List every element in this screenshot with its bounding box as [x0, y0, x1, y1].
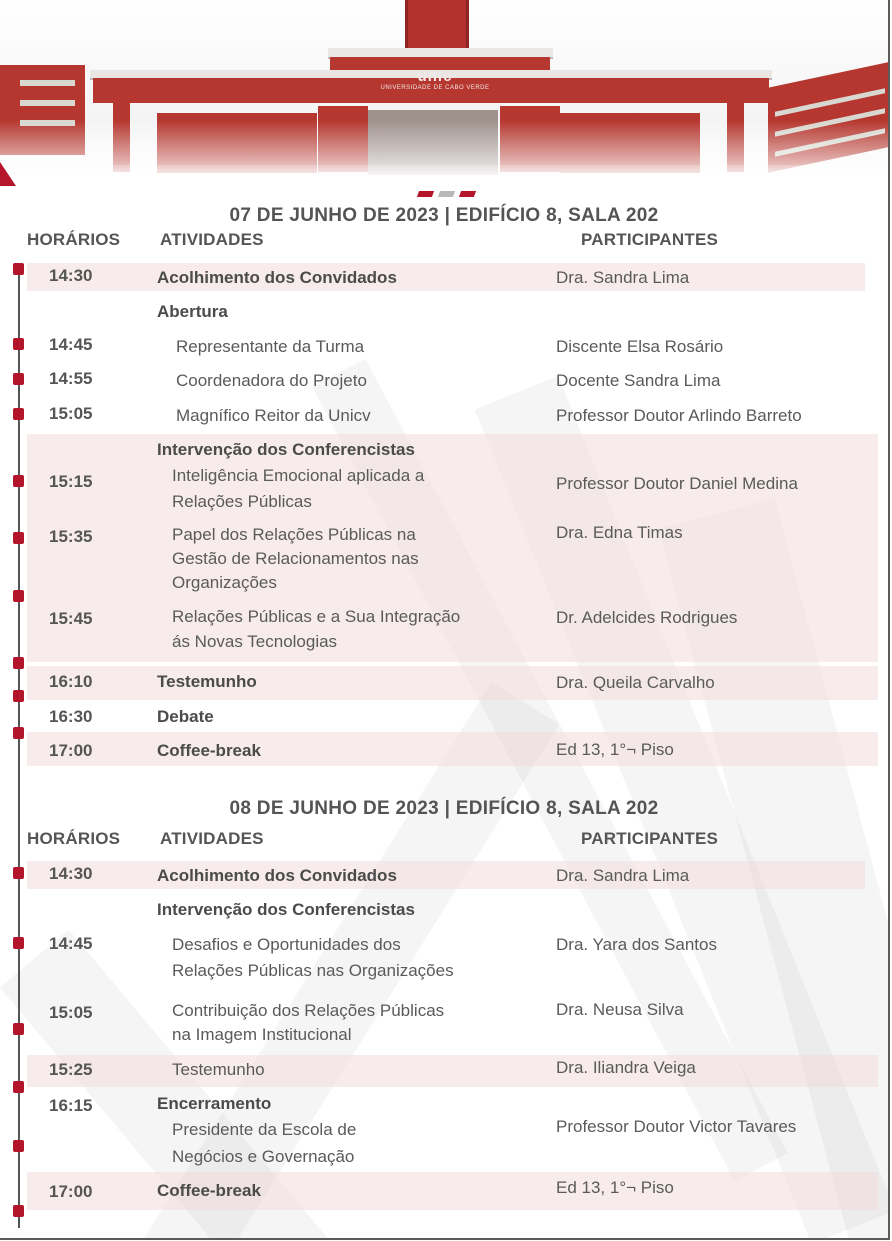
time: 14:30 [49, 864, 93, 883]
timeline-marker [13, 727, 24, 739]
row-highlight [27, 861, 865, 889]
participant: Discente Elsa Rosário [556, 337, 724, 356]
day2-title: 08 DE JUNHO DE 2023 | EDIFÍCIO 8, SALA 202 [229, 798, 659, 819]
participant: Professor Doutor Victor Tavares [556, 1117, 797, 1136]
participant: Professor Doutor Arlindo Barreto [556, 406, 802, 425]
column-header-participants: PARTICIPANTES [581, 829, 719, 848]
activity: Representante da Turma [176, 337, 365, 356]
row-highlight [27, 732, 878, 766]
timeline-marker [13, 1023, 24, 1035]
activity-line: Organizações [172, 573, 277, 592]
column-header-activity: ATIVIDADES [160, 230, 264, 249]
timeline-marker [13, 373, 24, 385]
logo-name: UNIVERSIDADE DE CABO VERDE [380, 85, 490, 91]
timeline-marker [13, 657, 24, 669]
activity-group: Intervenção dos Conferencistas [157, 900, 415, 919]
participant: Dra. Edna Timas [556, 523, 683, 542]
activity-line: Relações Públicas e a Sua Integração [172, 607, 461, 626]
university-logo [367, 68, 503, 91]
activity-line: na Imagem Institucional [172, 1025, 352, 1044]
participant: Dra. Sandra Lima [556, 866, 690, 885]
activity: Acolhimento dos Convidados [157, 268, 397, 287]
timeline-marker [13, 338, 24, 350]
column-header-time: HORÁRIOS [27, 829, 121, 848]
time: 15:25 [49, 1060, 93, 1079]
time: 15:15 [49, 472, 93, 491]
timeline-marker [13, 263, 24, 275]
activity: Testemunho [172, 1060, 265, 1079]
participant: Docente Sandra Lima [556, 371, 721, 390]
logo-mark: unic [417, 68, 453, 85]
activity-line: Negócios e Governação [172, 1147, 355, 1166]
participant: Dra. Iliandra Veiga [556, 1058, 696, 1077]
participant: Ed 13, 1°¬ Piso [556, 740, 674, 759]
timeline-marker [13, 590, 24, 602]
time: 16:15 [49, 1096, 93, 1115]
time: 16:30 [49, 707, 93, 726]
day1-title: 07 DE JUNHO DE 2023 | EDIFÍCIO 8, SALA 202 [229, 205, 659, 226]
time: 14:45 [49, 934, 93, 953]
column-header-participants: PARTICIPANTES [581, 230, 719, 249]
time: 15:35 [49, 527, 93, 546]
timeline-marker [13, 475, 24, 487]
activity-group: Intervenção dos Conferencistas [157, 440, 415, 459]
time: 14:55 [49, 369, 93, 388]
time: 15:05 [49, 404, 93, 423]
activity-line: Papel dos Relações Públicas na [172, 525, 416, 544]
participant: Dra. Yara dos Santos [556, 935, 717, 954]
activity-line: Relações Públicas nas Organizações [172, 961, 454, 980]
row-highlight [27, 263, 865, 291]
time: 17:00 [49, 1182, 93, 1201]
time: 14:45 [49, 335, 93, 354]
red-corner-accent [0, 162, 16, 186]
participant: Ed 13, 1°¬ Piso [556, 1178, 674, 1197]
participant: Professor Doutor Daniel Medina [556, 474, 798, 493]
activity: Debate [157, 707, 214, 726]
timeline-marker [13, 408, 24, 420]
timeline-marker [13, 690, 24, 702]
time: 15:45 [49, 609, 93, 628]
activity: Testemunho [157, 672, 257, 691]
activity: Acolhimento dos Convidados [157, 866, 397, 885]
activity: Coffee-break [157, 741, 261, 760]
timeline-marker [13, 532, 24, 544]
participant: Dra. Sandra Lima [556, 268, 690, 287]
building-tower [405, 0, 469, 50]
activity-line: Gestão de Relacionamentos nas [172, 549, 419, 568]
participant: Dra. Neusa Silva [556, 1000, 684, 1019]
activity-line: Contribuição dos Relações Públicas [172, 1001, 445, 1020]
timeline-marker [13, 867, 24, 879]
row-highlight [27, 1172, 878, 1210]
campus-photo [0, 0, 888, 200]
participant: Dra. Queila Carvalho [556, 673, 715, 692]
activity-group: Encerramento [157, 1094, 272, 1113]
timeline-marker [13, 1140, 24, 1152]
activity-line: Inteligência Emocional aplicada a [172, 466, 425, 485]
timeline-marker [13, 1205, 24, 1217]
time: 15:05 [49, 1003, 93, 1022]
time: 14:30 [49, 266, 93, 285]
column-header-time: HORÁRIOS [27, 230, 121, 249]
activity-line: Desafios e Oportunidades dos [172, 935, 401, 954]
timeline-marker [13, 937, 24, 949]
activity-line: Relações Públicas [172, 492, 312, 511]
divider-dashes [418, 191, 478, 199]
time: 17:00 [49, 741, 93, 760]
column-header-activity: ATIVIDADES [160, 829, 264, 848]
activity-line: ás Novas Tecnologias [172, 632, 338, 651]
row-highlight [27, 666, 878, 700]
activity-line: Presidente da Escola de [172, 1120, 357, 1139]
timeline-marker [13, 1081, 24, 1093]
participant: Dr. Adelcides Rodrigues [556, 608, 738, 627]
activity: Magnífico Reitor da Unicv [176, 406, 371, 425]
activity: Coffee-break [157, 1181, 261, 1200]
time: 16:10 [49, 672, 93, 691]
row-highlight [27, 1055, 878, 1087]
activity-group: Abertura [157, 302, 228, 321]
activity: Coordenadora do Projeto [176, 371, 367, 390]
